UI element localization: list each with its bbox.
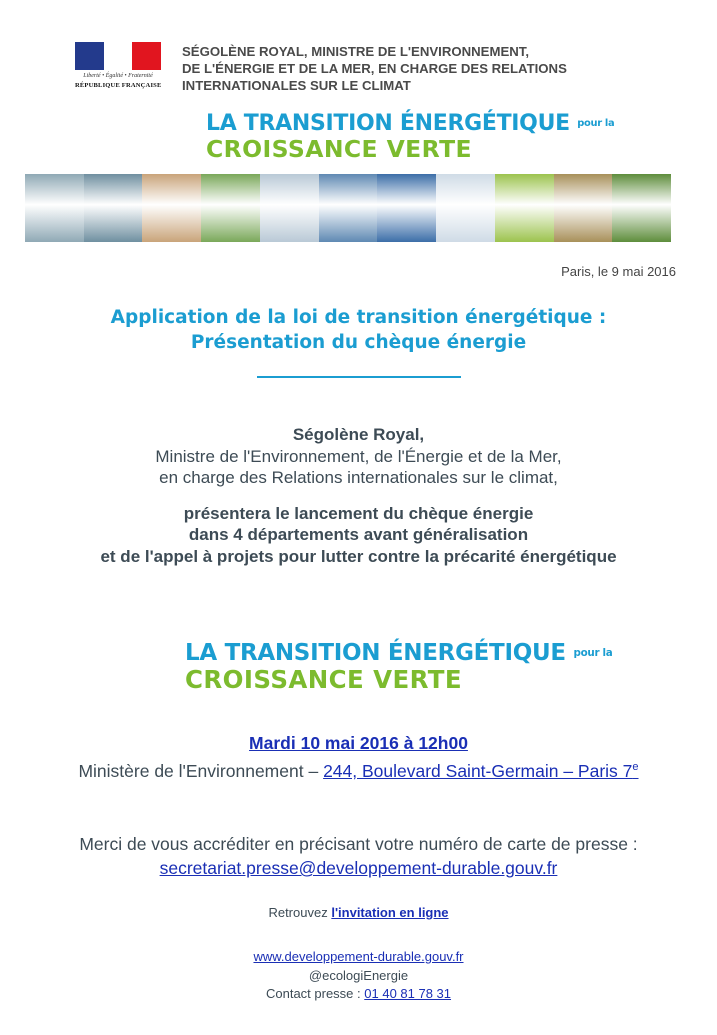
- title-divider: [257, 376, 461, 378]
- event-date: [0, 733, 717, 754]
- minister-role-line: en charge des Relations internationales sur le climat,: [159, 468, 558, 487]
- title-line2: Présentation du chèque énergie: [190, 332, 527, 353]
- phone-link[interactable]: 01 40 81 78 31: [364, 986, 452, 1001]
- invitation-link[interactable]: l'invitation en ligne: [331, 905, 449, 920]
- dateline: Paris, le 9 mai 2016: [561, 264, 676, 279]
- marianne-logo: [75, 42, 161, 94]
- accreditation-text: Merci de vous accréditer en précisant votre numéro de carte de presse :: [79, 834, 638, 854]
- footer: [0, 948, 717, 1004]
- banner-line1-small: pour la: [577, 118, 615, 129]
- accreditation: [0, 832, 717, 880]
- event-place-prefix: Ministère de l'Environnement –: [78, 761, 319, 781]
- announcement-body: [0, 424, 717, 567]
- photo-tile: [377, 174, 436, 242]
- banner-line2: CROISSANCE VERTE: [206, 135, 472, 163]
- twitter-handle: @ecologiEnergie: [308, 967, 409, 983]
- address-sup: e: [632, 761, 639, 774]
- minister-line: INTERNATIONALES SUR LE CLIMAT: [182, 78, 411, 93]
- photo-tile: [260, 174, 319, 242]
- banner-line1: LA TRANSITION ÉNERGÉTIQUE: [206, 111, 570, 136]
- photo-tile: [495, 174, 554, 242]
- photo-tile: [84, 174, 143, 242]
- address-text: 244, Boulevard Saint-Germain – Paris 7: [323, 761, 633, 781]
- announcement-line: et de l'appel à projets pour lutter contre la précarité énergétique: [100, 546, 617, 566]
- event-place: [0, 761, 717, 782]
- page-title: [0, 305, 717, 355]
- announcement-line: dans 4 départements avant généralisation: [188, 525, 529, 544]
- logo-motto: Liberté • Égalité • Fraternité: [83, 73, 153, 79]
- photo-tile: [612, 174, 671, 242]
- photo-tile: [201, 174, 260, 242]
- minister-line: SÉGOLÈNE ROYAL, MINISTRE DE L'ENVIRONNEMENT,: [182, 44, 530, 59]
- banner-line1-small: pour la: [573, 647, 613, 659]
- tricolor-flag-icon: [75, 42, 161, 70]
- banner-line2: CROISSANCE VERTE: [185, 665, 463, 694]
- event-date-link[interactable]: Mardi 10 mai 2016 à 12h00: [249, 733, 468, 753]
- minister-line: DE L'ÉNERGIE ET DE LA MER, EN CHARGE DES RELATIONS: [182, 61, 567, 76]
- transition-banner-top: [206, 112, 614, 162]
- address-link[interactable]: [323, 761, 638, 781]
- photo-tile: [554, 174, 613, 242]
- photo-strip: [25, 174, 671, 242]
- photo-tile: [25, 174, 84, 242]
- announcement-line: présentera le lancement du chèque énergie: [183, 503, 534, 523]
- minister-name: Ségolène Royal,: [292, 425, 425, 444]
- transition-banner-middle: [185, 641, 612, 694]
- photo-tile: [319, 174, 378, 242]
- press-email-link[interactable]: secretariat.presse@developpement-durable.gouv.fr: [159, 858, 558, 878]
- title-line1: Application de la loi de transition énergétique :: [110, 307, 607, 328]
- minister-role-line: Ministre de l'Environnement, de l'Énergie et de la Mer,: [155, 446, 562, 466]
- contact-label: Contact presse :: [265, 986, 361, 1001]
- photo-tile: [142, 174, 201, 242]
- photo-tile: [436, 174, 495, 242]
- website-link[interactable]: www.developpement-durable.gouv.fr: [253, 949, 464, 964]
- logo-republic: RÉPUBLIQUE FRANÇAISE: [75, 82, 162, 89]
- banner-line1: LA TRANSITION ÉNERGÉTIQUE: [185, 640, 566, 666]
- minister-header: [182, 43, 602, 94]
- invitation-line: [0, 905, 717, 920]
- invite-prefix: Retrouvez: [268, 905, 328, 920]
